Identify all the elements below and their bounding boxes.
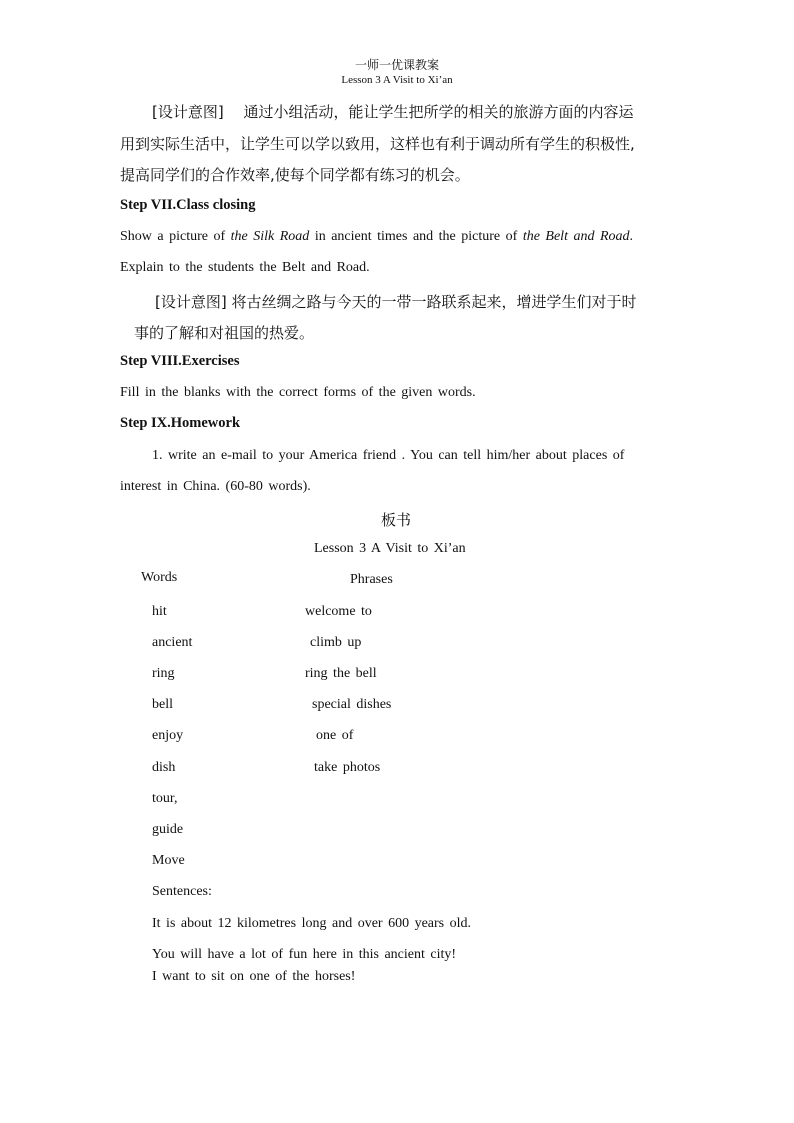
step8-heading: Step VIII.Exercises — [120, 353, 240, 369]
phrase-item: welcome to — [305, 604, 372, 619]
intent2-line2: 事的了解和对祖国的热爱。 — [134, 324, 315, 342]
step9-line1: 1. write an e-mail to your America friend . You can tell him/her about places of — [152, 448, 625, 463]
silk-road-text: the Silk Road — [230, 229, 310, 244]
phrase-item: take photos — [314, 760, 381, 775]
phrase-item: climb up — [310, 635, 362, 650]
sentence-item: I want to sit on one of the horses! — [152, 969, 356, 984]
word-item: dish — [152, 760, 176, 775]
intent1-line3: 提高同学们的合作效率,使每个同学都有练习的机会。 — [120, 166, 470, 184]
words-header: Words — [141, 570, 178, 585]
phrase-item: ring the bell — [305, 666, 377, 681]
intent2-line1: [设计意图] 将古丝绸之路与今天的一带一路联系起来，增进学生们对于时 — [155, 293, 637, 311]
word-item: ancient — [152, 635, 193, 650]
step7-heading: Step VII.Class closing — [120, 197, 256, 213]
step8-line1: Fill in the blanks with the correct forms of the given words. — [120, 385, 476, 400]
intent1-line2: 用到实际生活中，让学生可以学以致用，这样也有利于调动所有学生的积极性, — [120, 135, 635, 153]
header-subtitle: Lesson 3 A Visit to Xi’an — [341, 74, 453, 86]
word-item: ring — [152, 666, 175, 681]
sentences-label: Sentences: — [152, 884, 212, 899]
word-item: bell — [152, 697, 173, 712]
word-item: hit — [152, 604, 167, 619]
word-item: guide — [152, 822, 184, 837]
step7-line1: Show a picture of the Silk Road in ancient times and the picture of the Belt and Road. — [120, 229, 634, 244]
phrases-header: Phrases — [350, 572, 393, 587]
sentence-item: You will have a lot of fun here in this ancient city! — [152, 947, 457, 962]
word-item: tour, — [152, 791, 178, 806]
step9-line2: interest in China. (60-80 words). — [120, 479, 311, 494]
board-lesson: Lesson 3 A Visit to Xi’an — [314, 541, 466, 556]
page-header — [0, 57, 794, 87]
phrase-item: one of — [316, 728, 354, 743]
step7-line2: Explain to the students the Belt and Road. — [120, 260, 370, 275]
belt-road-text: the Belt and Road — [522, 229, 630, 244]
intent1-line1: [设计意图] 通过小组活动，能让学生把所学的相关的旅游方面的内容运 — [152, 103, 634, 121]
phrase-item: special dishes — [312, 697, 392, 712]
step9-heading: Step IX.Homework — [120, 415, 241, 431]
sentence-item: It is about 12 kilometres long and over 600 years old. — [152, 916, 471, 931]
word-item: Move — [152, 853, 185, 868]
header-title: 一师一优课教案 — [354, 58, 439, 72]
word-item: enjoy — [152, 728, 184, 743]
board-title: 板书 — [381, 511, 412, 529]
